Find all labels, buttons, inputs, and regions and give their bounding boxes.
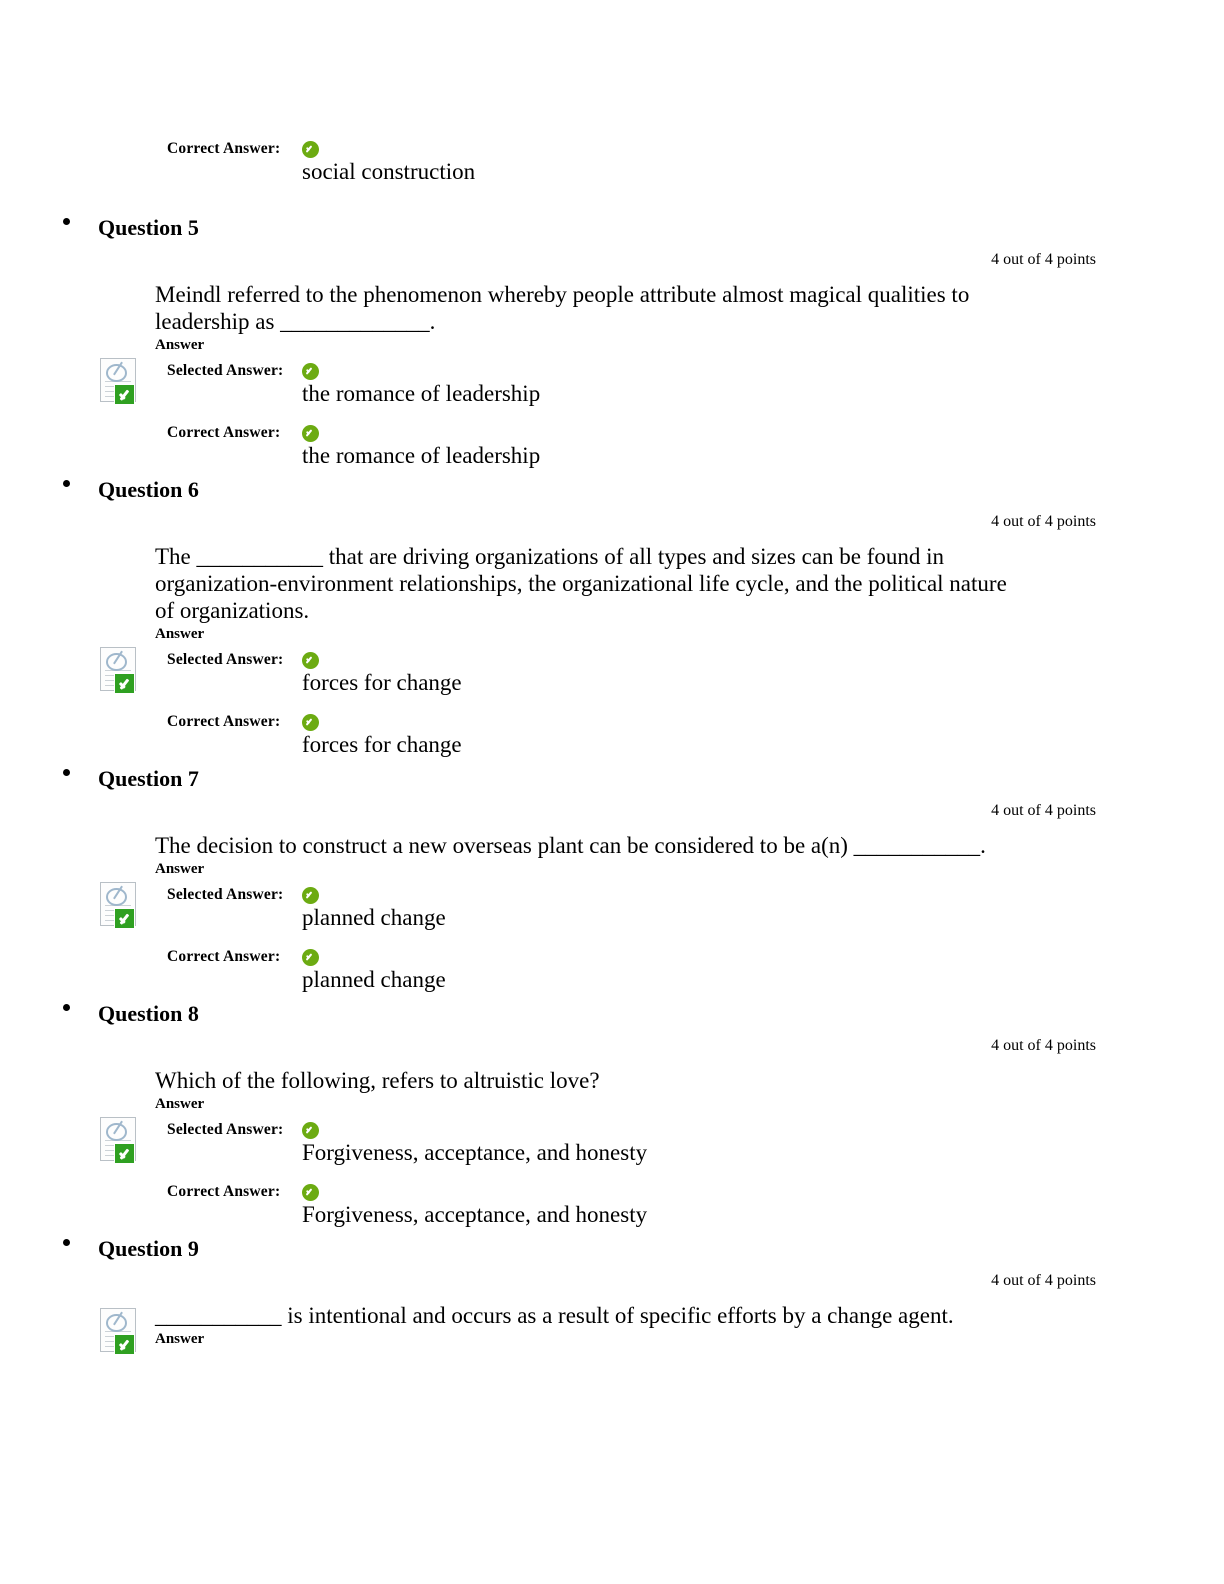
correct-check-icon xyxy=(302,714,319,731)
question-block-6 xyxy=(0,477,1224,758)
question-text: The decision to construct a new overseas plant can be considered to be a(n) ___________. xyxy=(155,833,986,858)
answer-label: Answer xyxy=(155,337,205,353)
answer-label: Answer xyxy=(155,1096,205,1112)
correct-answer-row xyxy=(0,948,1224,993)
question-heading-6 xyxy=(0,477,1224,503)
selected-answer-label: Selected Answer: xyxy=(167,362,284,379)
bullet-icon xyxy=(63,1239,70,1246)
question-points: 4 out of 4 points xyxy=(991,802,1096,819)
question-title: Question 5 xyxy=(98,215,199,240)
document-check-icon xyxy=(100,1117,144,1165)
question-text: ___________ is intentional and occurs as a result of specific efforts by a change agent. xyxy=(155,1303,954,1328)
question-title: Question 7 xyxy=(98,766,199,791)
answer-label: Answer xyxy=(155,861,205,877)
document-check-icon xyxy=(100,1308,144,1356)
selected-check-icon xyxy=(302,652,319,669)
question-text: Which of the following, refers to altruistic love? xyxy=(155,1068,600,1093)
question-points: 4 out of 4 points xyxy=(991,1037,1096,1054)
correct-check-icon xyxy=(302,1184,319,1201)
correct-answer-value: social construction xyxy=(302,159,476,184)
answer-label: Answer xyxy=(155,1331,205,1347)
selected-answer-value: forces for change xyxy=(302,670,462,695)
bullet-icon xyxy=(63,769,70,776)
selected-answer-value: planned change xyxy=(302,905,446,930)
question-block-7 xyxy=(0,766,1224,993)
selected-check-icon xyxy=(302,1122,319,1139)
selected-answer-row xyxy=(0,362,1224,414)
question-block-9 xyxy=(0,1236,1224,1352)
selected-check-icon xyxy=(302,887,319,904)
document-check-icon xyxy=(100,882,144,930)
document-check-icon xyxy=(100,647,144,695)
selected-answer-value: the romance of leadership xyxy=(302,381,541,406)
correct-answer-row xyxy=(0,424,1224,469)
correct-check-icon xyxy=(302,141,319,158)
selected-answer-label: Selected Answer: xyxy=(167,886,284,903)
selected-answer-row xyxy=(0,886,1224,938)
answer-label: Answer xyxy=(155,626,205,642)
question-9-body xyxy=(0,1302,1224,1352)
selected-check-icon xyxy=(302,363,319,380)
document-check-icon xyxy=(100,358,144,406)
question-text: Meindl referred to the phenomenon whereby people attribute almost magical qualities to leadership as _____________. xyxy=(155,282,970,334)
question-block-5 xyxy=(0,215,1224,469)
correct-answer-row xyxy=(0,1183,1224,1228)
question-heading-9 xyxy=(0,1236,1224,1262)
correct-check-icon xyxy=(302,949,319,966)
selected-answer-row xyxy=(0,651,1224,703)
selected-answer-value: Forgiveness, acceptance, and honesty xyxy=(302,1140,648,1165)
selected-answer-label: Selected Answer: xyxy=(167,651,284,668)
correct-answer-value: planned change xyxy=(302,967,446,992)
bullet-icon xyxy=(63,218,70,225)
question-heading-5 xyxy=(0,215,1224,241)
selected-answer-label: Selected Answer: xyxy=(167,1121,284,1138)
bullet-icon xyxy=(63,480,70,487)
question-text: The ___________ that are driving organizations of all types and sizes can be found in organization-environment relationships, the organizational life cycle, and the political nature of organizations. xyxy=(155,544,1007,623)
correct-answer-label: Correct Answer: xyxy=(167,140,281,157)
question-title: Question 6 xyxy=(98,477,199,502)
question-points: 4 out of 4 points xyxy=(991,1272,1096,1289)
correct-answer-label: Correct Answer: xyxy=(167,1183,281,1200)
correct-answer-label: Correct Answer: xyxy=(167,424,281,441)
question-block-8 xyxy=(0,1001,1224,1228)
question-points: 4 out of 4 points xyxy=(991,513,1096,530)
correct-answer-label: Correct Answer: xyxy=(167,948,281,965)
bullet-icon xyxy=(63,1004,70,1011)
correct-answer-value: the romance of leadership xyxy=(302,443,541,468)
correct-answer-row xyxy=(0,713,1224,758)
correct-answer-value: Forgiveness, acceptance, and honesty xyxy=(302,1202,648,1227)
correct-answer-value: forces for change xyxy=(302,732,462,757)
selected-answer-row xyxy=(0,1121,1224,1173)
question-heading-7 xyxy=(0,766,1224,792)
question-title: Question 8 xyxy=(98,1001,199,1026)
question-heading-8 xyxy=(0,1001,1224,1027)
question-title: Question 9 xyxy=(98,1236,199,1261)
correct-check-icon xyxy=(302,425,319,442)
question-points: 4 out of 4 points xyxy=(991,251,1096,268)
correct-answer-label: Correct Answer: xyxy=(167,713,281,730)
correct-answer-row xyxy=(0,140,1224,185)
partial-correct-answer-block xyxy=(0,140,1224,185)
